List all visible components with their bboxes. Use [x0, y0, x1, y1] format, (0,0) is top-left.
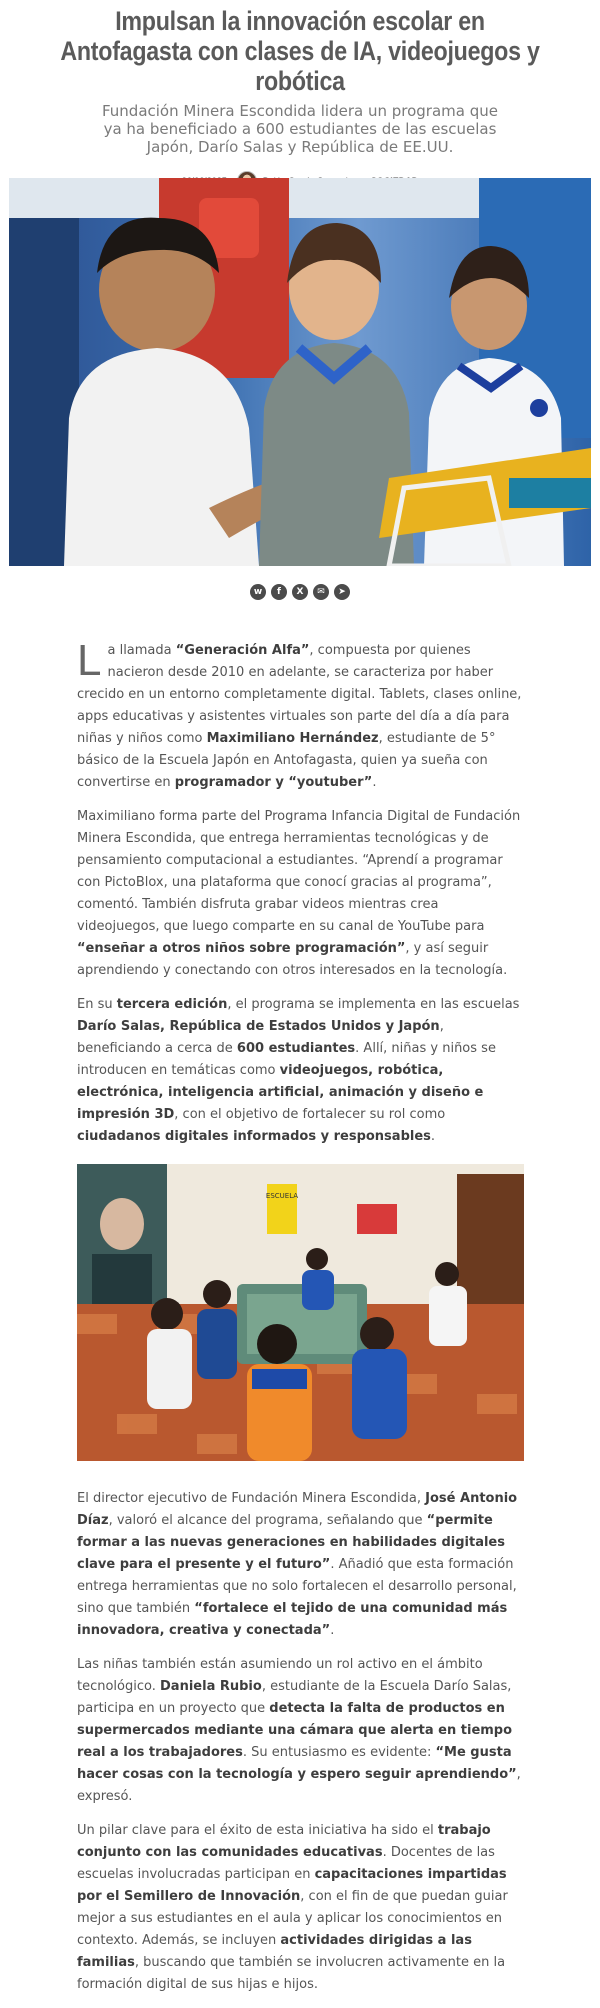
- classroom-photo: [77, 1164, 524, 1461]
- classroom-photo-illustration: [77, 1164, 524, 1461]
- x-share-icon[interactable]: X: [292, 584, 308, 600]
- whatsapp-share-icon[interactable]: w: [250, 584, 266, 600]
- paragraph-5: Las niñas también están asumiendo un rol activo en el ámbito tecnológico. Daniela Rubio, estudiante de la Escuela Darío Salas, participa en un proyecto que detecta la falta de productos en supermercados mediante una cámara que alerta en tiempo real a los trabajadores. Su entusiasmo es evidente: “Me gusta hacer cosas con la tecnología y espero seguir aprendiendo”, expresó.: [77, 1657, 521, 1804]
- article-headline: Impulsan la innovación escolar en Antofagasta con clases de IA, videojuegos y robótica: [60, 6, 540, 96]
- hero-photo-illustration: [9, 178, 591, 566]
- paragraph-6: Un pilar clave para el éxito de esta iniciativa ha sido el trabajo conjunto con las comunidades educativas. Docentes de las escuelas involucradas participan en capacitaciones impartidas por el Semillero de Innovación, con el fin de que puedan guiar mejor a sus estudiantes en el aula y aplicar los conocimientos en contexto. Además, se incluyen actividades dirigidas a las familias, buscando que también se involucren activamente en la formación digital de sus hijas e hijos.: [77, 1823, 508, 1992]
- facebook-share-icon[interactable]: f: [271, 584, 287, 600]
- email-share-icon[interactable]: ✉: [313, 584, 329, 600]
- paragraph-2: Maximiliano forma parte del Programa Infancia Digital de Fundación Minera Escondida, que entrega herramientas tecnológicas y de pensamiento computacional a estudiantes. “Aprendí a programar con PictoBlox, una plataforma que conocí gracias al programa”, comentó. También disfruta grabar videos mientras crea videojuegos, que luego comparte en su canal de YouTube para “enseñar a otros niños sobre programación”, y así seguir aprendiendo y conectando con otros interesados en la tecnología.: [77, 809, 521, 978]
- share-bar: [0, 584, 600, 600]
- paragraph-3: En su tercera edición, el programa se implementa en las escuelas Darío Salas, República de Estados Unidos y Japón, beneficiando a cerca de 600 estudiantes. Allí, niñas y niños se introducen en temáticas como videojuegos, robótica, electrónica, inteligencia artificial, animación y diseño e impresión 3D, con el objetivo de fortalecer su rol como ciudadanos digitales informados y responsables.: [77, 997, 520, 1144]
- article-body-part2: [77, 1488, 522, 2008]
- article-subtitle: Fundación Minera Escondida lidera un programa que ya ha beneficiado a 600 estudiantes de las escuelas Japón, Darío Salas y República de EE.UU.: [101, 102, 498, 156]
- article-body-part1: [77, 636, 522, 1160]
- hero-photo: [9, 178, 591, 566]
- school-sign: ESCUELA: [265, 1192, 299, 1200]
- telegram-share-icon[interactable]: ➤: [334, 584, 350, 600]
- drop-cap: L: [77, 636, 102, 685]
- paragraph-1: La llamada “Generación Alfa”, compuesta por quienes nacieron desde 2010 en adelante, se caracteriza por haber crecido en un entorno completamente digital. Tablets, clases online, apps educativas y asistentes virtuales son parte del día a día para niñas y niños como Maximiliano Hernández, estudiante de 5° básico de la Escuela Japón en Antofagasta, quien ya sueña con convertirse en programador y “youtuber”.: [77, 636, 522, 790]
- paragraph-4: El director ejecutivo de Fundación Minera Escondida, José Antonio Díaz, valoró el alcance del programa, señalando que “permite formar a las nuevas generaciones en habilidades digitales clave para el presente y el futuro”. Añadió que esta formación entrega herramientas que no solo fortalecen el desarrollo personal, sino que también “fortalece el tejido de una comunidad más innovadora, creativa y conectada”.: [77, 1491, 518, 1638]
